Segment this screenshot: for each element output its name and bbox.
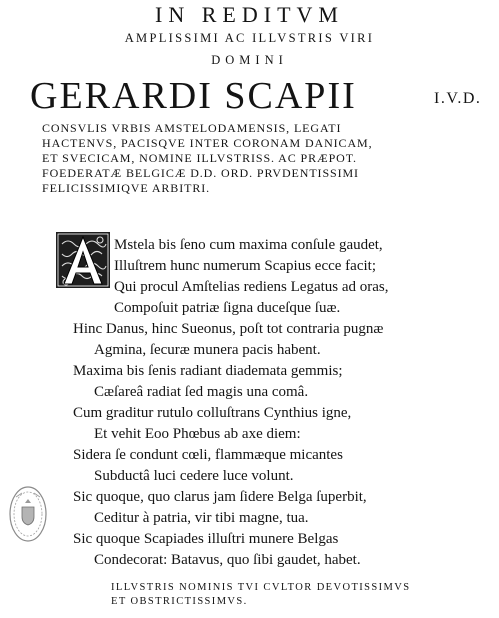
title-line: IN REDITVM xyxy=(155,2,344,27)
subtitle-line: HACTENVS, PACISQVE INTER CORONAM DANICAM, xyxy=(42,136,373,150)
verse-line: Cæſareâ radiat ſed magis una comâ. xyxy=(94,384,309,400)
verse-line: Et vehit Eoo Phœbus ab axe diem: xyxy=(94,426,301,442)
subtitle-line: ET SVECICAM, NOMINE ILLVSTRISS. AC PRÆPOT. xyxy=(42,151,357,165)
dedication-line: AMPLISSIMI AC ILLVSTRIS VIRI xyxy=(124,31,375,45)
verse-line: Compoſuit patriæ ſigna duceſque ſuæ. xyxy=(114,300,341,316)
subtitle-line: CONSVLIS VRBIS AMSTELODAMENSIS, LEGATI xyxy=(42,121,342,135)
domini-line: DOMINI xyxy=(211,53,288,67)
footer-line: ET OBSTRICTISSIMVS. xyxy=(111,596,248,607)
verse-line: Agmina, ſecuræ munera pacis habent. xyxy=(94,342,321,358)
verse-line: Maxima bis ſenis radiant diademata gemmis; xyxy=(73,363,343,379)
library-stamp-icon xyxy=(8,485,48,543)
verse-line: Illuſtrem hunc numerum Scapius ecce facit; xyxy=(114,258,376,274)
verse-line: Subductâ luci cedere luce volunt. xyxy=(94,468,294,484)
verse-line: Sidera ſe condunt cœli, flammæque micantes xyxy=(73,447,343,463)
ornamental-drop-cap-a-icon xyxy=(56,232,110,288)
verse-line: Ceditur à patria, vir tibi magne, tua. xyxy=(94,510,309,526)
degree-label: I.V.D. xyxy=(434,90,482,107)
verse-line: Sic quoque Scapiades illuſtri munere Belgas xyxy=(73,531,339,547)
verse-line: Condecorat: Batavus, quo ſibi gaudet, habet. xyxy=(94,552,361,568)
subtitle-line: FOEDERATÆ BELGICÆ D.D. ORD. PRVDENTISSIMI xyxy=(42,166,359,180)
verse-line: Qui procul Amſtelias rediens Legatus ad oras, xyxy=(114,279,389,295)
verse-line: Sic quoque, quo clarus jam ſidere Belga ſuperbit, xyxy=(73,489,367,505)
verse-line: Cum graditur rutulo colluſtrans Cynthius igne, xyxy=(73,405,352,421)
verse-line: Mstela bis ſeno cum maxima conſule gaudet, xyxy=(114,237,383,253)
footer-line: ILLVSTRIS NOMINIS TVI CVLTOR DEVOTISSIMVS xyxy=(111,582,411,593)
subtitle-line: FELICISSIMIQVE ARBITRI. xyxy=(42,181,211,195)
honoree-name: GERARDI SCAPII xyxy=(30,75,357,117)
verse-line: Hinc Danus, hinc Sueonus, poſt tot contraria pugnæ xyxy=(73,321,384,337)
